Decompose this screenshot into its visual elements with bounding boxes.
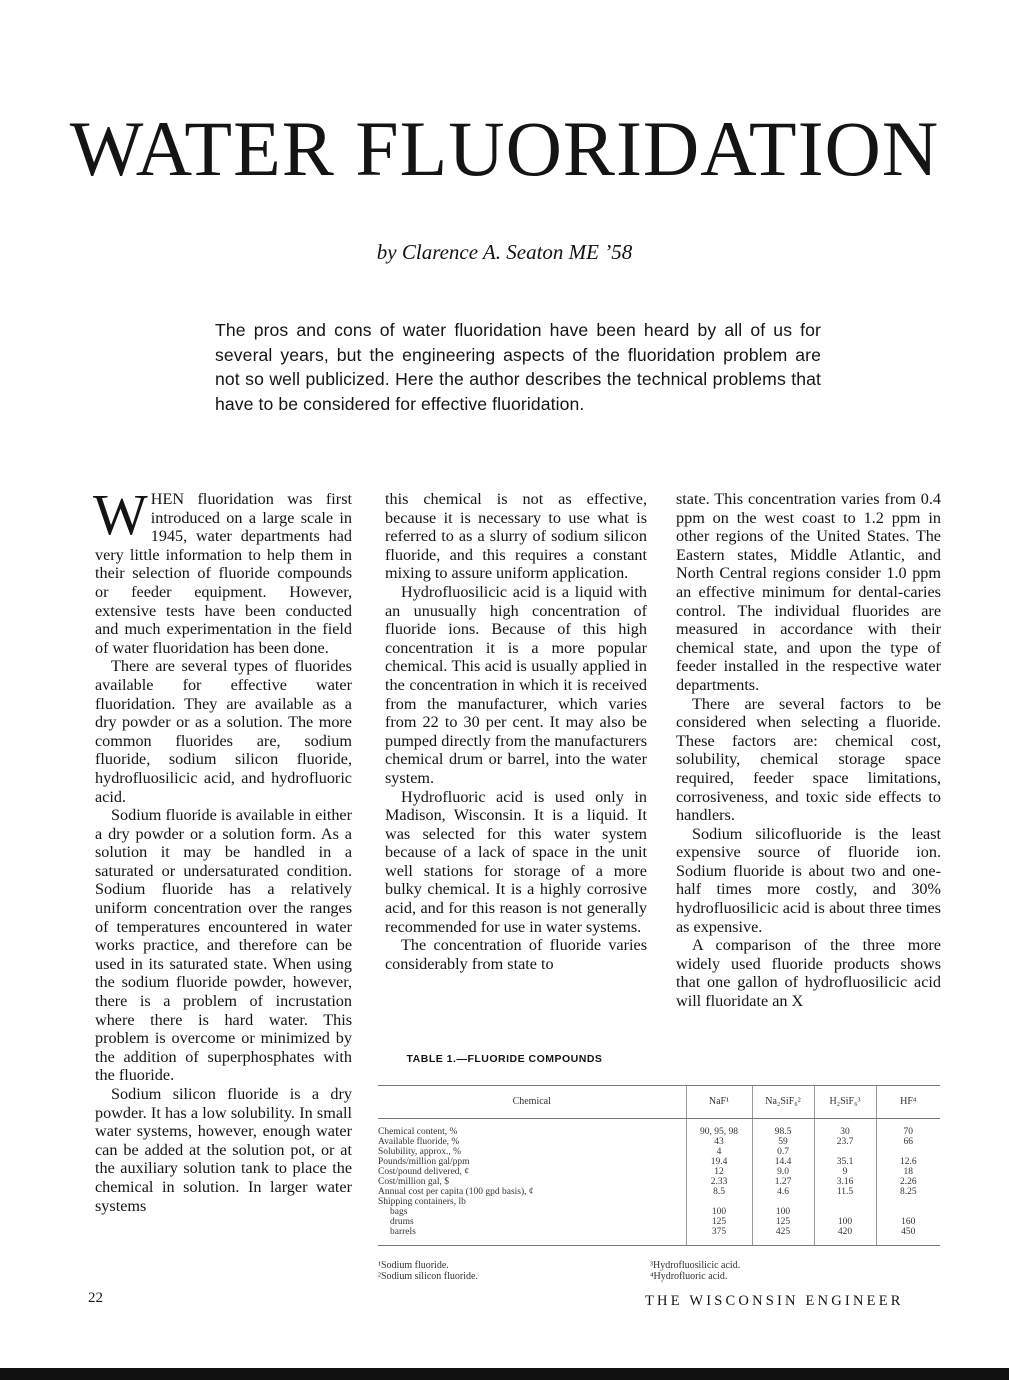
table-row xyxy=(378,1127,940,1137)
body-paragraph: There are several factors to be considered when selecting a fluoride. These factors are: chemical cost, solubility, chemical storage space required, feeder space limitations, corrosiveness, and toxic side effects to handlers. xyxy=(676,694,941,825)
table-cell: 4.6 xyxy=(752,1187,814,1197)
table-cell: 450 xyxy=(876,1227,940,1246)
byline: by Clarence A. Seaton ME ’58 xyxy=(376,240,633,264)
table-cell: 43 xyxy=(686,1137,752,1147)
row-label: barrels xyxy=(378,1227,686,1246)
body-paragraph: Sodium silicon fluoride is a dry powder. It has a low solubility. In small water systems, however, enough water can be added at the solution pot, or at the auxiliary solution tank to place the chemical in solution. In larger water systems xyxy=(95,1085,352,1215)
row-label: Cost/million gal, $ xyxy=(378,1177,449,1187)
body-column-1 xyxy=(93,482,352,1215)
table-cell: 125 xyxy=(686,1217,752,1227)
body-column-2 xyxy=(385,490,647,973)
row-label: Cost/pound delivered, ¢ xyxy=(378,1167,470,1177)
table-row xyxy=(378,1137,940,1147)
footnote: ²Sodium silicon fluoride. xyxy=(378,1271,478,1282)
table-cell: 125 xyxy=(752,1217,814,1227)
footnote: ³Hydrofluosilicic acid. xyxy=(650,1260,741,1271)
table-footnotes-right xyxy=(650,1260,740,1282)
table-cell: 3.16 xyxy=(814,1177,876,1187)
table-cell: 18 xyxy=(876,1167,940,1177)
table-cell: 100 xyxy=(814,1217,876,1227)
table-cell: 23.7 xyxy=(814,1137,876,1147)
body-paragraph: Hydrofluosilicic acid is a liquid with an unusually high concentration of fluoride ions. Because of this high concentration it is a more popular chemical. This acid is usually applied in the concentration in which it is received from the manufacturer, which varies from 22 to 30 per cent. It may also be pumped directly from the manufacturers chemical drum or barrel, into the water system. xyxy=(385,582,647,787)
table-cell xyxy=(876,1207,940,1217)
table-row xyxy=(378,1187,940,1197)
row-label: Chemical content, % xyxy=(378,1127,458,1137)
table-cell xyxy=(814,1207,876,1217)
row-label: bags xyxy=(390,1207,408,1217)
table-cell: 8.5 xyxy=(686,1187,752,1197)
column-header: NaF¹ xyxy=(686,1086,752,1119)
body-column-3 xyxy=(676,490,941,1011)
table-row xyxy=(378,1207,940,1217)
table-cell: 14.4 xyxy=(752,1157,814,1167)
page-edge-bar xyxy=(0,1368,1009,1380)
table-cell: 59 xyxy=(752,1137,814,1147)
journal-name: THE WISCONSIN ENGINEER xyxy=(645,1293,904,1309)
table-cell: 11.5 xyxy=(814,1187,876,1197)
table-cell: 19.4 xyxy=(686,1157,752,1167)
table-cell: 4 xyxy=(686,1147,752,1157)
table-cell: 100 xyxy=(752,1207,814,1217)
table-row xyxy=(378,1217,940,1227)
body-paragraph: A comparison of the three more widely used fluoride products shows that one gallon of hydrofluosilicic acid will fluoridate an X xyxy=(676,936,941,1011)
table-cell: 9 xyxy=(814,1167,876,1177)
table-row xyxy=(378,1177,940,1187)
table-footnotes-left xyxy=(378,1260,478,1282)
table-cell: 30 xyxy=(814,1127,876,1137)
body-paragraph: WHEN fluoridation was first introduced on a large scale in 1945, water departments had very little information to help them in their selection of fluoride compounds or feeder equipment. However, extensive tests have been conducted and much experimentation in the field of water fluoridation has been done. xyxy=(93,482,352,657)
body-paragraph: There are several types of fluorides available for effective water fluoridation. They are available as a dry powder or as a solution. The more common fluorides are, sodium fluoride, sodium silicon fluoride, hydrofluosilicic acid, and hydrofluoric acid. xyxy=(95,657,352,806)
body-paragraph: Sodium silicofluoride is the least expensive source of fluoride ion. Sodium fluoride is about two and one-half times more costly, and 30% hydrofluosilicic acid is about three times as expensive. xyxy=(676,824,941,936)
table-cell: 420 xyxy=(814,1227,876,1246)
row-label: Available fluoride, % xyxy=(378,1137,460,1147)
body-paragraph: Sodium fluoride is available in either a dry powder or a solution form. As a solution it may be handled in a saturated or undersaturated condition. Sodium fluoride has a relatively uniform concentration over the ranges of temperatures encountered in water works practice, and therefore can be used in its saturated state. When using the sodium fluoride powder, however, there is a problem of incrustation where there is hard water. This problem is overcome or minimized by the addition of superphosphates with the fluoride. xyxy=(95,806,352,1085)
table-body xyxy=(378,1119,940,1246)
article-title: WATER FLUORIDATION xyxy=(69,105,940,192)
row-label: Shipping containers, lb xyxy=(378,1197,466,1207)
table-caption: TABLE 1.—FLUORIDE COMPOUNDS xyxy=(406,1053,603,1065)
table-cell: 9.0 xyxy=(752,1167,814,1177)
table-cell: 70 xyxy=(876,1127,940,1137)
table-cell: 8.25 xyxy=(876,1187,940,1197)
column-header: Na₂SiF₆² xyxy=(752,1086,814,1119)
row-label: Pounds/million gal/ppm xyxy=(378,1157,470,1167)
page-number: 22 xyxy=(88,1290,103,1306)
body-paragraph: The concentration of fluoride varies considerably from state to xyxy=(385,936,647,973)
footnote: ¹Sodium fluoride. xyxy=(378,1260,449,1271)
table-cell: 35.1 xyxy=(814,1157,876,1167)
body-paragraph: this chemical is not as effective, because it is necessary to use what is referred to as a slurry of sodium silicon fluoride, and this requires a constant mixing to assure uniform application. xyxy=(385,490,647,583)
fluoride-compounds-table xyxy=(378,1085,940,1246)
table-cell xyxy=(876,1147,940,1157)
table-cell: 2.26 xyxy=(876,1177,940,1187)
table-cell: 100 xyxy=(686,1207,752,1217)
table-row xyxy=(378,1157,940,1167)
drop-cap: W xyxy=(93,482,148,547)
table-cell: 160 xyxy=(876,1217,940,1227)
table-cell: 12 xyxy=(686,1167,752,1177)
column-header: Chemical xyxy=(378,1086,686,1119)
row-label: drums xyxy=(390,1217,414,1227)
table-cell xyxy=(686,1197,752,1207)
row-label: Solubility, approx., % xyxy=(378,1147,462,1157)
table-cell: 90, 95, 98 xyxy=(686,1127,752,1137)
table-cell: 0.7 xyxy=(752,1147,814,1157)
footnote: ⁴Hydrofluoric acid. xyxy=(650,1271,728,1282)
table-row xyxy=(378,1197,940,1207)
table-cell: 1.27 xyxy=(752,1177,814,1187)
table-cell xyxy=(814,1147,876,1157)
table-cell xyxy=(752,1197,814,1207)
table-cell: 12.6 xyxy=(876,1157,940,1167)
table-cell xyxy=(876,1197,940,1207)
abstract: The pros and cons of water fluoridation have been heard by all of us for several years, but the engineering aspects of the fluoridation problem are not so well publicized. Here the author describes the technical problems that have to be considered for effective fluoridation. xyxy=(215,320,821,414)
table-row xyxy=(378,1227,940,1246)
table-cell: 66 xyxy=(876,1137,940,1147)
table-cell: 375 xyxy=(686,1227,752,1246)
column-header: HF⁴ xyxy=(876,1086,940,1119)
table-row xyxy=(378,1167,940,1177)
table-cell: 98.5 xyxy=(752,1127,814,1137)
table-cell xyxy=(814,1197,876,1207)
column-header: H₂SiF₆³ xyxy=(814,1086,876,1119)
table-cell: 425 xyxy=(752,1227,814,1246)
table-row xyxy=(378,1147,940,1157)
body-paragraph: Hydrofluoric acid is used only in Madison, Wisconsin. It is a liquid. It was selected for this water system because of a lack of space in the unit well stations for storage of a more bulky chemical. It is a highly corrosive acid, and for this reason is not generally recommended for use in water systems. xyxy=(385,787,647,936)
body-paragraph: state. This concentration varies from 0.4 ppm on the west coast to 1.2 ppm in other regions of the United States. The Eastern states, Middle Atlantic, and North Central regions consider 1.0 ppm an effective minimum for dental-caries control. The individual fluorides are measured in accordance with their chemical state, and upon the type of feeder installed in the respective water departments. xyxy=(676,490,941,694)
row-label: Annual cost per capita (100 gpd basis), ¢ xyxy=(378,1187,534,1197)
table-cell: 2.33 xyxy=(686,1177,752,1187)
